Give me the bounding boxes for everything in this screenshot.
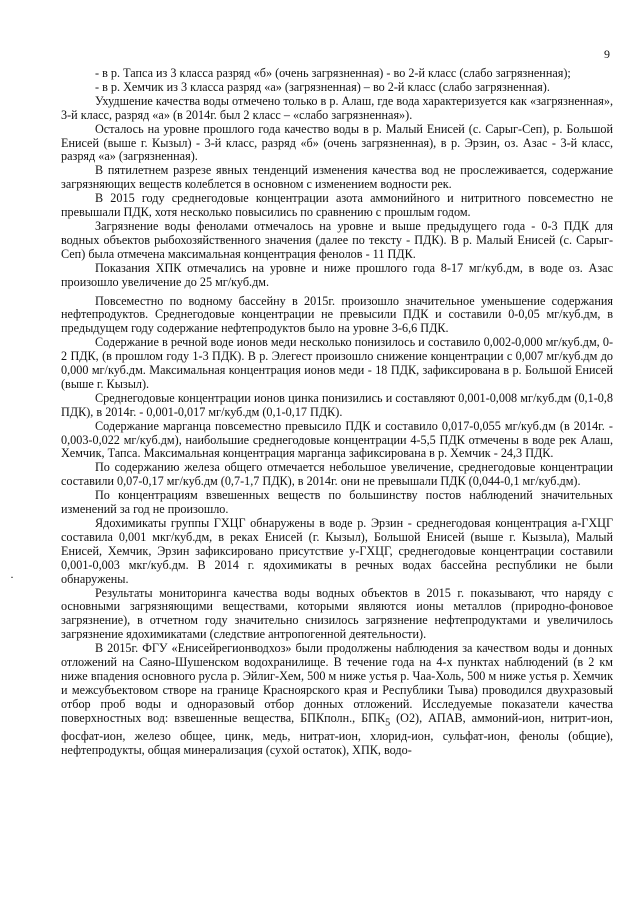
paragraph: - в р. Тапса из 3 класса разряд «б» (очень загрязненная) - во 2-й класс (слабо загрязненная);: [95, 66, 571, 80]
paragraph: Показания ХПК отмечались на уровне и ниже прошлого года 8-17 мг/куб.дм, в воде оз. Азас произошло увеличение до 25 мг/куб.дм.: [61, 260, 613, 289]
paragraph: В 2015 году среднегодовые концентрации азота аммонийного и нитритного повсеместно не превышали ПДК, хотя несколько повысились по сравнению с прошлым годом.: [61, 191, 613, 220]
body-text: [61, 67, 613, 758]
paragraph: В 2015г. ФГУ «Енисейрегионводхоз» были продолжены наблюдения за качеством воды и донных отложений на Саяно-Шушенском водохранилище. В течение года на 4-х пунктах наблюдений (в 2 км ниже впадения основного русла р. Эйлиг-Хем, 500 м ниже устья р. Чаа-Холь, 500 м ниже устья р. Хемчик и межсубъектовом створе на границе Красноярского края и Республики Тыва) проводился двухразовый отбор проб воды и одноразовый отбор донных отложений. Исследуемые показатели качества поверхностных вод: взвешенные вещества, БПКполн., $БПК_5$ (O2), АПАВ, аммоний-ион, нитрит-ион, фосфат-ион, железо общее, цинк, медь, нитрат-ион, хлорид-ион, сульфат-ион, фенолы (общие), нефтепродукты, общая минерализация (сухой остаток), ХПК, водо-: [61, 641, 613, 757]
paragraph: - в р. Хемчик из 3 класса разряд «а» (загрязненная) – во 2-й класс (слабо загрязненная).: [95, 79, 550, 94]
paragraph: Среднегодовые концентрации ионов цинка понизились и составляют 0,001-0,008 мг/куб.дм (0,1-0,8 ПДК), в 2014г. - 0,001-0,017 мг/куб.дм (0,1-0,17 ПДК).: [61, 390, 613, 419]
paragraph: В пятилетнем разрезе явных тенденций изменения качества вод не прослеживается, содержание загрязняющих веществ колеблется в основном с изменением водности рек.: [61, 163, 613, 192]
paragraph: Ухудшение качества воды отмечено только в р. Алаш, где вода характеризуется как «загрязненная», 3-й класс, разряд «а» (в 2014г. был 2 класс – «слабо загрязненная»).: [61, 93, 613, 122]
paragraph: По концентрациям взвешенных веществ по большинству постов наблюдений значительных изменений за год не произошло.: [61, 488, 613, 517]
paragraph: Повсеместно по водному бассейну в 2015г. произошло значительное уменьшение содержания нефтепродуктов. Среднегодовые концентрации не превысили ПДК и составили 0-0,05 мг/куб.дм, в предыдущем году содержание нефтепродуктов было на уровне 3-6,6 ПДК.: [61, 293, 613, 336]
paragraph: Содержание марганца повсеместно превысило ПДК и составило 0,017-0,055 мг/куб.дм (в 2014г. - 0,003-0,022 мг/куб.дм), наибольшие среднегодовые концентрации 4-5,5 ПДК отмечены в воде рек Алаш, Хемчик, Тапса. Максимальная концентрация марганца зафиксирована в р. Хемчик - 24,3 ПДК.: [61, 418, 613, 461]
paragraph: Содержание в речной воде ионов меди несколько понизилось и составило 0,002-0,000 мг/куб.дм, 0-2 ПДК, (в прошлом году 1-3 ПДК). В р. Элегест произошло снижение концентрации с 0,007 мг/куб.дм до 0,000 мг/куб.дм. Максимальная концентрация ионов меди - 18 ПДК, зафиксирована в р. Большой Енисей (выше г. Кызыл).: [61, 335, 613, 391]
paragraph: Осталось на уровне прошлого года качество воды в р. Малый Енисей (с. Сарыг-Сеп), р. Большой Енисей (выше г. Кызыл) - 3-й класс, разряд «б» (очень загрязненная), в р. Эрзин, оз. Азас - 3-й класс, разряд «а» (загрязненная).: [61, 121, 613, 164]
paragraph: По содержанию железа общего отмечается небольшое увеличение, среднегодовые концентрации составили 0,07-0,17 мг/куб.дм (0,7-1,7 ПДК), в 2014г. они не превышали ПДК (0,044-0,1 мг/куб.дм).: [61, 460, 613, 489]
page-number: 9: [604, 47, 610, 61]
paragraph: Результаты мониторинга качества воды водных объектов в 2015 г. показывают, что наряду с основными загрязняющими веществами, которыми являются ионы металлов (природно-фоновое загрязнение), в отчетном году значительно снизилось загрязнение нефтепродуктами и увеличилось загрязнение ядохимикатами (следствие антропогенной деятельности).: [61, 585, 613, 642]
paragraph: Ядохимикаты группы ГХЦГ обнаружены в воде р. Эрзин - среднегодовая концентрация а-ГХЦГ составила 0,001 мкг/куб.дм, в реках Енисей (г. Кызыл), Большой Енисей (выше г. Кызыла), Малый Енисей, Хемчик, Эрзин зафиксировано присутствие у-ГХЦГ, среднегодовые концентрации составили 0,001-0,003 мкг/куб.дм. В 2014 г. ядохимикаты в речных водах бассейна республики не были обнаружены.: [61, 516, 613, 586]
paragraph: Загрязнение воды фенолами отмечалось на уровне и выше предыдущего года - 0-3 ПДК для водных объектов рыбохозяйственного значения (далее по тексту - ПДК). В р. Малый Енисей (с. Сарыг-Сеп) была отмечена максимальная концентрация фенолов - 11 ПДК.: [61, 218, 613, 261]
subscript: 5: [385, 717, 391, 729]
margin-mark: ·: [10, 570, 14, 584]
